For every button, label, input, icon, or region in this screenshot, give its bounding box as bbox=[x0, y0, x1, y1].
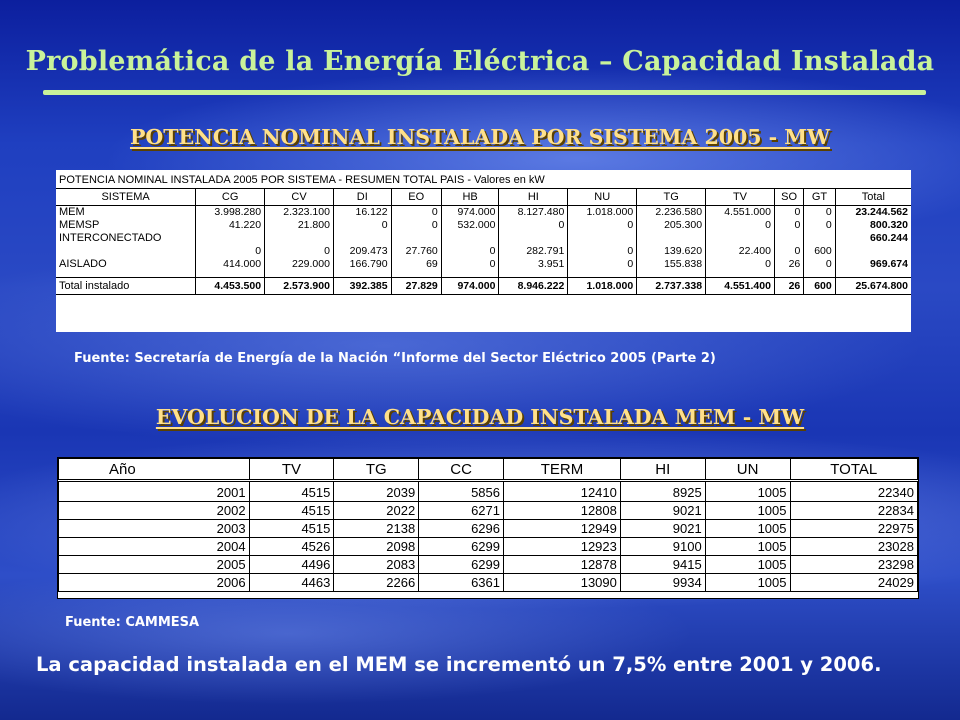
table-cell: 0 bbox=[774, 219, 803, 232]
table-cell: 22.400 bbox=[706, 245, 775, 258]
source-note-2: Fuente: CAMMESA bbox=[65, 615, 200, 630]
table-header-row bbox=[56, 189, 911, 206]
table-cell bbox=[265, 232, 334, 245]
table-cell: 0 bbox=[568, 245, 637, 258]
table-cell: 4496 bbox=[249, 556, 334, 574]
column-header: TG bbox=[334, 459, 419, 481]
total-cell: 27.829 bbox=[391, 278, 441, 295]
table-cell: 5856 bbox=[419, 481, 504, 502]
table-cell bbox=[333, 232, 391, 245]
table-cell bbox=[835, 245, 911, 258]
table-cell: 209.473 bbox=[333, 245, 391, 258]
table-cell: 414.000 bbox=[196, 258, 265, 271]
table-cell: 4515 bbox=[249, 520, 334, 538]
title-underline bbox=[43, 90, 926, 95]
table-cell: 0 bbox=[706, 219, 775, 232]
table-cell: 6271 bbox=[419, 502, 504, 520]
row-label: MEM bbox=[59, 206, 85, 218]
table-cell: 23028 bbox=[790, 538, 918, 556]
column-header: CG bbox=[196, 189, 265, 206]
table-cell: 0 bbox=[706, 258, 775, 271]
table-cell: 27.760 bbox=[391, 245, 441, 258]
table-cell bbox=[196, 232, 265, 245]
column-header: TERM bbox=[504, 459, 621, 481]
table-cell: 0 bbox=[774, 206, 803, 220]
evolucion-table bbox=[57, 457, 919, 599]
table-cell: 2003 bbox=[59, 520, 250, 538]
table-cell bbox=[804, 232, 835, 245]
column-header: GT bbox=[804, 189, 835, 206]
table-cell: 2022 bbox=[334, 502, 419, 520]
table-cell bbox=[391, 232, 441, 245]
table-row bbox=[59, 520, 918, 538]
table-cell: 166.790 bbox=[333, 258, 391, 271]
table-cell: 12923 bbox=[504, 538, 621, 556]
table-row bbox=[59, 481, 918, 502]
table-cell: 2266 bbox=[334, 574, 419, 592]
slide-title: Problemática de la Energía Eléctrica – Capacidad Instalada bbox=[25, 46, 935, 77]
table-cell: 0 bbox=[196, 245, 265, 258]
table-cell: 2002 bbox=[59, 502, 250, 520]
table-cell: 69 bbox=[391, 258, 441, 271]
table-cell: 0 bbox=[391, 219, 441, 232]
total-cell: 600 bbox=[804, 278, 835, 295]
table-cell: 4.551.000 bbox=[706, 206, 775, 220]
table-cell: 2138 bbox=[334, 520, 419, 538]
table-cell bbox=[774, 232, 803, 245]
total-cell: 26 bbox=[774, 278, 803, 295]
table-cell: 0 bbox=[265, 245, 334, 258]
total-cell: 25.674.800 bbox=[835, 278, 911, 295]
table-cell: 8925 bbox=[620, 481, 705, 502]
table-cell: 1.018.000 bbox=[568, 206, 637, 220]
table-row bbox=[56, 232, 911, 245]
column-header: TV bbox=[706, 189, 775, 206]
table-cell bbox=[441, 232, 499, 245]
table-cell bbox=[637, 232, 706, 245]
table-cell: 4515 bbox=[249, 481, 334, 502]
table-cell: 9934 bbox=[620, 574, 705, 592]
table-cell: 2039 bbox=[334, 481, 419, 502]
table-cell: 0 bbox=[441, 245, 499, 258]
table-cell: 3.998.280 bbox=[196, 206, 265, 220]
column-header: Año bbox=[59, 459, 250, 481]
table-cell: 22340 bbox=[790, 481, 918, 502]
table-cell: 24029 bbox=[790, 574, 918, 592]
table-cell: 155.838 bbox=[637, 258, 706, 271]
source-note-1: Fuente: Secretaría de Energía de la Nación “Informe del Sector Eléctrico 2005 (Parte 2) bbox=[74, 351, 716, 366]
table-cell: 2083 bbox=[334, 556, 419, 574]
table-cell: 9021 bbox=[620, 502, 705, 520]
row-label: INTERCONECTADO bbox=[59, 232, 162, 244]
table-cell: 6296 bbox=[419, 520, 504, 538]
column-header: HI bbox=[499, 189, 568, 206]
section1-heading: POTENCIA NOMINAL INSTALADA POR SISTEMA 2005 - MW bbox=[129, 125, 831, 149]
table-cell: 23.244.562 bbox=[835, 206, 911, 220]
table-cell: 0 bbox=[568, 258, 637, 271]
column-header: HB bbox=[441, 189, 499, 206]
table-cell: 6299 bbox=[419, 556, 504, 574]
table-row bbox=[56, 258, 911, 271]
table-cell: 1005 bbox=[705, 538, 790, 556]
table-cell: 3.951 bbox=[499, 258, 568, 271]
table-row bbox=[56, 219, 911, 232]
table-cell: 229.000 bbox=[265, 258, 334, 271]
table-cell: 6361 bbox=[419, 574, 504, 592]
column-header: SISTEMA bbox=[56, 189, 196, 206]
table-cell bbox=[706, 232, 775, 245]
column-header: HI bbox=[620, 459, 705, 481]
table-row bbox=[59, 538, 918, 556]
table-cell: 0 bbox=[804, 258, 835, 271]
section2-heading: EVOLUCION DE LA CAPACIDAD INSTALADA MEM - MW bbox=[155, 405, 805, 429]
table-header-row bbox=[59, 459, 918, 481]
row-label: MEMSP bbox=[59, 219, 100, 231]
table-cell: 41.220 bbox=[196, 219, 265, 232]
total-cell: 2.573.900 bbox=[265, 278, 334, 295]
column-header: TOTAL bbox=[790, 459, 918, 481]
table-cell: 4526 bbox=[249, 538, 334, 556]
column-header: UN bbox=[705, 459, 790, 481]
table-cell: 0 bbox=[391, 206, 441, 220]
column-header: TG bbox=[637, 189, 706, 206]
column-header: DI bbox=[333, 189, 391, 206]
table-cell: 1005 bbox=[705, 481, 790, 502]
table-cell: 2001 bbox=[59, 481, 250, 502]
total-cell: 974.000 bbox=[441, 278, 499, 295]
table-cell: 26 bbox=[774, 258, 803, 271]
total-cell: 1.018.000 bbox=[568, 278, 637, 295]
table-cell: 13090 bbox=[504, 574, 621, 592]
table-cell: 22834 bbox=[790, 502, 918, 520]
table-cell: 0 bbox=[568, 219, 637, 232]
table-cell: 4515 bbox=[249, 502, 334, 520]
table-cell: 2098 bbox=[334, 538, 419, 556]
table-cell: 139.620 bbox=[637, 245, 706, 258]
table-cell: 2005 bbox=[59, 556, 250, 574]
table-cell: 12949 bbox=[504, 520, 621, 538]
total-row bbox=[56, 278, 911, 295]
column-header: Total bbox=[835, 189, 911, 206]
column-header: TV bbox=[249, 459, 334, 481]
table-cell: 12878 bbox=[504, 556, 621, 574]
table-cell: 9021 bbox=[620, 520, 705, 538]
table-cell: 660.244 bbox=[835, 232, 911, 245]
total-cell: 8.946.222 bbox=[499, 278, 568, 295]
table-cell: 1005 bbox=[705, 520, 790, 538]
column-header: CV bbox=[265, 189, 334, 206]
table-cell: 969.674 bbox=[835, 258, 911, 271]
total-cell: 392.385 bbox=[333, 278, 391, 295]
table-cell: 0 bbox=[499, 219, 568, 232]
table-cell: 974.000 bbox=[441, 206, 499, 220]
total-cell: 2.737.338 bbox=[637, 278, 706, 295]
table-cell: 23298 bbox=[790, 556, 918, 574]
table-cell: 1005 bbox=[705, 502, 790, 520]
table-cell: 282.791 bbox=[499, 245, 568, 258]
column-header: NU bbox=[568, 189, 637, 206]
table-cell: 9415 bbox=[620, 556, 705, 574]
table-cell: 0 bbox=[774, 245, 803, 258]
table-cell: 21.800 bbox=[265, 219, 334, 232]
table-cell: 4463 bbox=[249, 574, 334, 592]
table-cell: 22975 bbox=[790, 520, 918, 538]
table-cell: 2.236.580 bbox=[637, 206, 706, 220]
table-cell: 800.320 bbox=[835, 219, 911, 232]
table-cell: 1005 bbox=[705, 574, 790, 592]
column-header: EO bbox=[391, 189, 441, 206]
row-label bbox=[56, 245, 196, 258]
summary-text: La capacidad instalada en el MEM se incrementó un 7,5% entre 2001 y 2006. bbox=[36, 653, 882, 676]
table-cell: 1005 bbox=[705, 556, 790, 574]
table-cell: 0 bbox=[441, 258, 499, 271]
table-cell: 0 bbox=[804, 219, 835, 232]
total-label: Total instalado bbox=[56, 278, 196, 295]
table-cell: 16.122 bbox=[333, 206, 391, 220]
table-cell: 600 bbox=[804, 245, 835, 258]
table-cell: 205.300 bbox=[637, 219, 706, 232]
total-cell: 4.551.400 bbox=[706, 278, 775, 295]
table-row bbox=[56, 206, 911, 220]
potencia-table bbox=[56, 170, 911, 332]
table-cell bbox=[499, 232, 568, 245]
table-cell: 532.000 bbox=[441, 219, 499, 232]
table-cell: 8.127.480 bbox=[499, 206, 568, 220]
column-header: CC bbox=[419, 459, 504, 481]
row-label: AISLADO bbox=[59, 258, 107, 270]
column-header: SO bbox=[774, 189, 803, 206]
table-cell: 12808 bbox=[504, 502, 621, 520]
table-row bbox=[59, 502, 918, 520]
table-caption: POTENCIA NOMINAL INSTALADA 2005 POR SISTEMA - RESUMEN TOTAL PAIS - Valores en kW bbox=[59, 173, 545, 186]
table-cell: 2006 bbox=[59, 574, 250, 592]
table-row bbox=[59, 574, 918, 592]
table-row bbox=[59, 556, 918, 574]
table-cell bbox=[568, 232, 637, 245]
table-cell: 0 bbox=[333, 219, 391, 232]
total-cell: 4.453.500 bbox=[196, 278, 265, 295]
table-cell: 2.323.100 bbox=[265, 206, 334, 220]
table-row bbox=[56, 245, 911, 258]
table-cell: 9100 bbox=[620, 538, 705, 556]
table-cell: 12410 bbox=[504, 481, 621, 502]
table-cell: 2004 bbox=[59, 538, 250, 556]
table-cell: 0 bbox=[804, 206, 835, 220]
table-cell: 6299 bbox=[419, 538, 504, 556]
